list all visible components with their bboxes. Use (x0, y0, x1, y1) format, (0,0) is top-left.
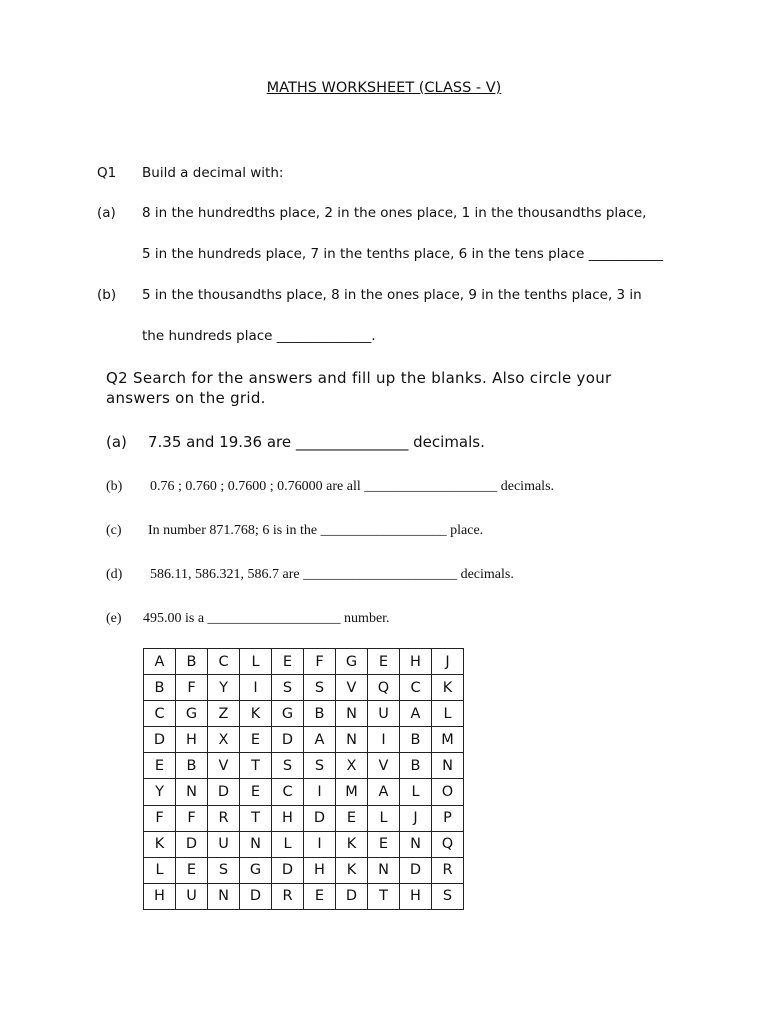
grid-cell[interactable]: R (208, 805, 240, 831)
grid-cell[interactable]: N (336, 701, 368, 727)
grid-cell[interactable]: E (272, 649, 304, 675)
grid-cell[interactable]: H (304, 857, 336, 883)
grid-row (144, 779, 464, 805)
grid-cell[interactable]: N (208, 883, 240, 909)
grid-cell[interactable]: R (432, 857, 464, 883)
q1b-line2: the hundreds place ______________. (142, 328, 376, 344)
grid-cell[interactable]: H (272, 805, 304, 831)
grid-cell[interactable]: F (304, 649, 336, 675)
grid-cell[interactable]: F (176, 675, 208, 701)
grid-cell[interactable]: J (400, 805, 432, 831)
grid-cell[interactable]: V (208, 753, 240, 779)
grid-cell[interactable]: E (304, 883, 336, 909)
word-search-grid (143, 648, 464, 910)
grid-cell[interactable]: E (240, 727, 272, 753)
grid-cell[interactable]: H (176, 727, 208, 753)
q1-prompt: Build a decimal with: (142, 165, 284, 181)
grid-cell[interactable]: J (432, 649, 464, 675)
q2-heading-line2: answers on the grid. (106, 389, 266, 407)
grid-cell[interactable]: V (368, 753, 400, 779)
grid-cell[interactable]: B (176, 649, 208, 675)
grid-cell[interactable]: B (144, 675, 176, 701)
grid-row (144, 727, 464, 753)
grid-row (144, 649, 464, 675)
grid-cell[interactable]: Z (208, 701, 240, 727)
grid-cell[interactable]: D (336, 883, 368, 909)
grid-cell[interactable]: E (240, 779, 272, 805)
grid-cell[interactable]: D (272, 857, 304, 883)
grid-cell[interactable]: P (432, 805, 464, 831)
grid-cell[interactable]: B (400, 727, 432, 753)
grid-cell[interactable]: B (304, 701, 336, 727)
grid-cell[interactable]: S (304, 675, 336, 701)
q2e-label: (e) (106, 611, 122, 626)
grid-cell[interactable]: D (272, 727, 304, 753)
grid-row (144, 805, 464, 831)
grid-cell[interactable]: F (144, 805, 176, 831)
grid-cell[interactable]: B (176, 753, 208, 779)
grid-cell[interactable]: U (208, 831, 240, 857)
grid-cell[interactable]: C (272, 779, 304, 805)
grid-cell[interactable]: L (272, 831, 304, 857)
grid-row (144, 701, 464, 727)
grid-cell[interactable]: H (400, 883, 432, 909)
grid-cell[interactable]: H (400, 649, 432, 675)
grid-cell[interactable]: E (144, 753, 176, 779)
grid-cell[interactable]: A (144, 649, 176, 675)
grid-row (144, 753, 464, 779)
grid-cell[interactable]: L (144, 857, 176, 883)
grid-cell[interactable]: B (400, 753, 432, 779)
grid-cell[interactable]: D (176, 831, 208, 857)
grid-cell[interactable]: N (240, 831, 272, 857)
q2d-text: 586.11, 586.321, 586.7 are ______________________ decimals. (150, 567, 514, 582)
grid-cell[interactable]: Q (432, 831, 464, 857)
grid-cell[interactable]: K (336, 831, 368, 857)
grid-cell[interactable]: G (336, 649, 368, 675)
grid-cell[interactable]: N (368, 857, 400, 883)
grid-cell[interactable]: X (336, 753, 368, 779)
grid-cell[interactable]: C (208, 649, 240, 675)
grid-cell[interactable]: L (240, 649, 272, 675)
grid-cell[interactable]: O (432, 779, 464, 805)
grid-cell[interactable]: N (400, 831, 432, 857)
grid-cell[interactable]: G (176, 701, 208, 727)
grid-cell[interactable]: K (240, 701, 272, 727)
grid-cell[interactable]: D (400, 857, 432, 883)
q1b-line1: 5 in the thousandths place, 8 in the ones place, 9 in the tenths place, 3 in (142, 287, 642, 303)
grid-cell[interactable]: S (272, 675, 304, 701)
grid-cell[interactable]: A (368, 779, 400, 805)
q1a-line2: 5 in the hundreds place, 7 in the tenths place, 6 in the tens place ___________ (142, 246, 663, 262)
grid-cell[interactable]: Q (368, 675, 400, 701)
grid-cell[interactable]: Y (144, 779, 176, 805)
q2b-label: (b) (106, 479, 123, 494)
grid-cell[interactable]: L (400, 779, 432, 805)
grid-cell[interactable]: L (432, 701, 464, 727)
grid-row (144, 857, 464, 883)
grid-cell[interactable]: S (304, 753, 336, 779)
grid-cell[interactable]: V (336, 675, 368, 701)
grid-row (144, 883, 464, 909)
q1b-label: (b) (97, 287, 117, 303)
grid-cell[interactable]: G (240, 857, 272, 883)
grid-cell[interactable]: N (432, 753, 464, 779)
grid-row (144, 831, 464, 857)
page-title: MATHS WORKSHEET (CLASS - V) (266, 80, 502, 96)
q2-heading-line1: Q2 Search for the answers and fill up the blanks. Also circle your (106, 369, 612, 387)
grid-cell[interactable]: S (208, 857, 240, 883)
grid-cell[interactable]: K (336, 857, 368, 883)
grid-cell[interactable]: N (336, 727, 368, 753)
grid-cell[interactable]: K (432, 675, 464, 701)
grid-cell[interactable]: I (240, 675, 272, 701)
grid-cell[interactable]: E (368, 831, 400, 857)
grid-cell[interactable]: S (432, 883, 464, 909)
grid-cell[interactable]: E (176, 857, 208, 883)
grid-cell[interactable]: D (144, 727, 176, 753)
q2e-text: 495.00 is a ___________________ number. (143, 611, 390, 626)
q2a-text: 7.35 and 19.36 are _______________ decimals. (148, 433, 485, 451)
grid-cell[interactable]: H (144, 883, 176, 909)
grid-cell[interactable]: I (304, 831, 336, 857)
grid-cell[interactable]: T (368, 883, 400, 909)
grid-cell[interactable]: M (432, 727, 464, 753)
grid-cell[interactable]: D (208, 779, 240, 805)
q2c-text: In number 871.768; 6 is in the __________________ place. (148, 523, 484, 538)
grid-cell[interactable]: K (144, 831, 176, 857)
grid-cell[interactable]: E (336, 805, 368, 831)
grid-cell[interactable]: D (240, 883, 272, 909)
grid-cell[interactable]: I (368, 727, 400, 753)
q1a-line1: 8 in the hundredths place, 2 in the ones place, 1 in the thousandths place, (142, 205, 647, 221)
grid-cell[interactable]: N (176, 779, 208, 805)
q1a-label: (a) (97, 205, 116, 221)
q1-number: Q1 (97, 165, 117, 181)
grid-cell[interactable]: U (368, 701, 400, 727)
grid-cell[interactable]: G (272, 701, 304, 727)
grid-cell[interactable]: E (368, 649, 400, 675)
grid-cell[interactable]: U (176, 883, 208, 909)
grid-cell[interactable]: A (400, 701, 432, 727)
q2b-text: 0.76 ; 0.760 ; 0.7600 ; 0.76000 are all ___________________ decimals. (150, 479, 555, 494)
grid-cell[interactable]: L (368, 805, 400, 831)
grid-cell[interactable]: R (272, 883, 304, 909)
q2d-label: (d) (106, 567, 123, 582)
grid-cell[interactable]: D (304, 805, 336, 831)
grid-cell[interactable]: A (304, 727, 336, 753)
grid-row (144, 675, 464, 701)
grid-cell[interactable]: S (272, 753, 304, 779)
grid-cell[interactable]: C (400, 675, 432, 701)
q2c-label: (c) (106, 523, 122, 538)
grid-cell[interactable]: C (144, 701, 176, 727)
grid-cell[interactable]: X (208, 727, 240, 753)
grid-cell[interactable]: T (240, 753, 272, 779)
grid-cell[interactable]: I (304, 779, 336, 805)
grid-cell[interactable]: M (336, 779, 368, 805)
grid-cell[interactable]: T (240, 805, 272, 831)
q2a-label: (a) (106, 433, 127, 451)
grid-cell[interactable]: F (176, 805, 208, 831)
grid-cell[interactable]: Y (208, 675, 240, 701)
